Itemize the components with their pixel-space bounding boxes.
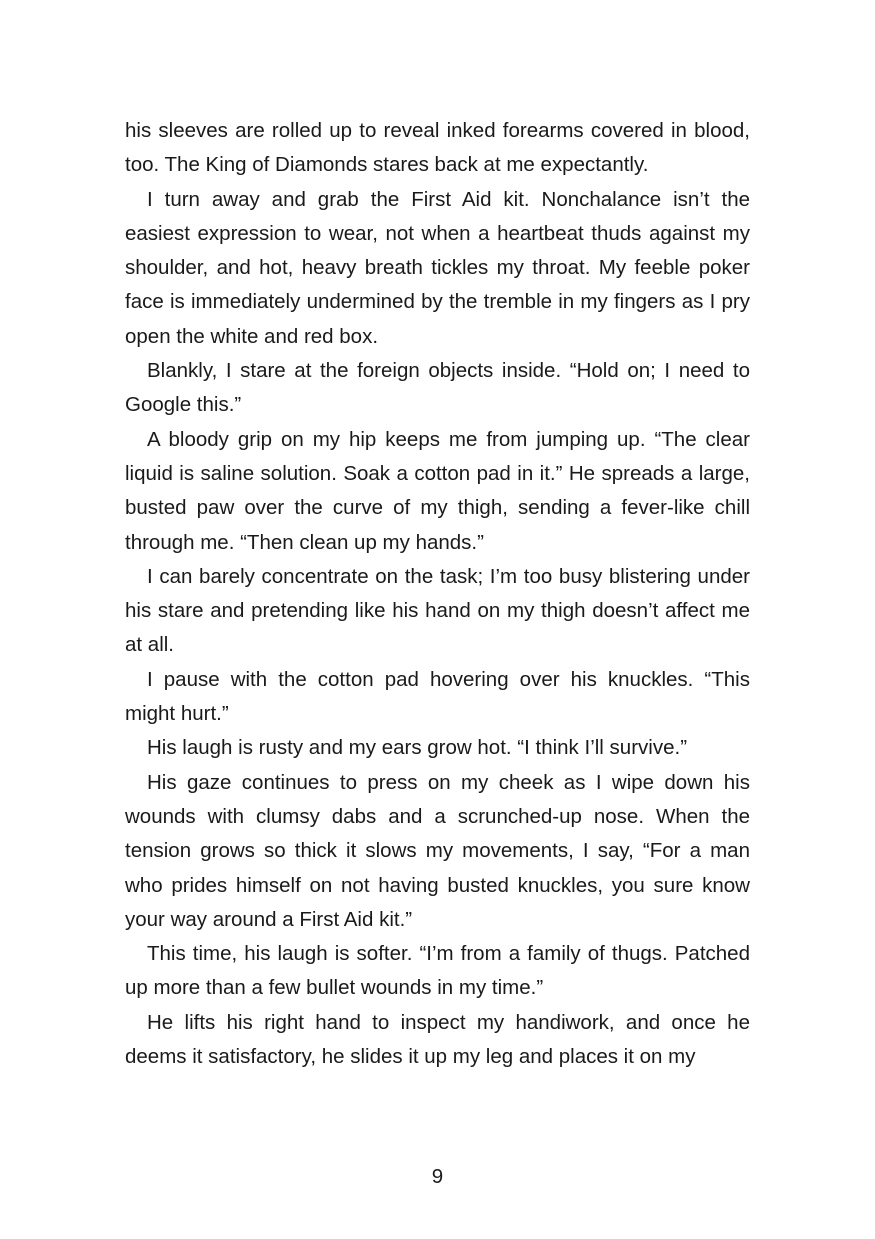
body-text: [125, 114, 750, 1074]
paragraph: I can barely concentrate on the task; I’m too busy blistering under his stare and pretending like his hand on my thigh doesn’t affect me at all.: [125, 564, 750, 657]
paragraph: His gaze continues to press on my cheek as I wipe down his wounds with clumsy dabs and a scrunched-up nose. When the tension grows so thick it slows my movements, I say, “For a man who prides himself on not having busted knuckles, you sure know your way around a First Aid kit.”: [125, 770, 750, 931]
paragraph: Blankly, I stare at the foreign objects inside. “Hold on; I need to Google this.”: [125, 359, 750, 417]
page-number: 9: [431, 1165, 444, 1188]
paragraph: I pause with the cotton pad hovering over his knuckles. “This might hurt.”: [125, 667, 750, 726]
paragraph: He lifts his right hand to inspect my handiwork, and once he deems it satisfactory, he slides it up my leg and places it on my: [125, 1010, 750, 1069]
paragraph: A bloody grip on my hip keeps me from jumping up. “The clear liquid is saline solution. Soak a cotton pad in it.” He spreads a large, busted paw over the curve of my thigh, sending a fever-like chill through me. “Then clean up my hands.”: [125, 427, 750, 554]
paragraph: This time, his laugh is softer. “I’m from a family of thugs. Patched up more than a few bullet wounds in my time.”: [125, 942, 750, 1000]
paragraph: his sleeves are rolled up to reveal inked forearms covered in blood, too. The King of Diamonds stares back at me expectantly.: [125, 119, 750, 177]
paragraph: His laugh is rusty and my ears grow hot. “I think I’ll survive.”: [147, 736, 688, 760]
paragraph: I turn away and grab the First Aid kit. Nonchalance isn’t the easiest expression to wear, not when a heartbeat thuds against my shoulder, and hot, heavy breath tickles my throat. My feeble poker face is immediately undermined by the tremble in my fingers as I pry open the white and red box.: [125, 187, 750, 348]
